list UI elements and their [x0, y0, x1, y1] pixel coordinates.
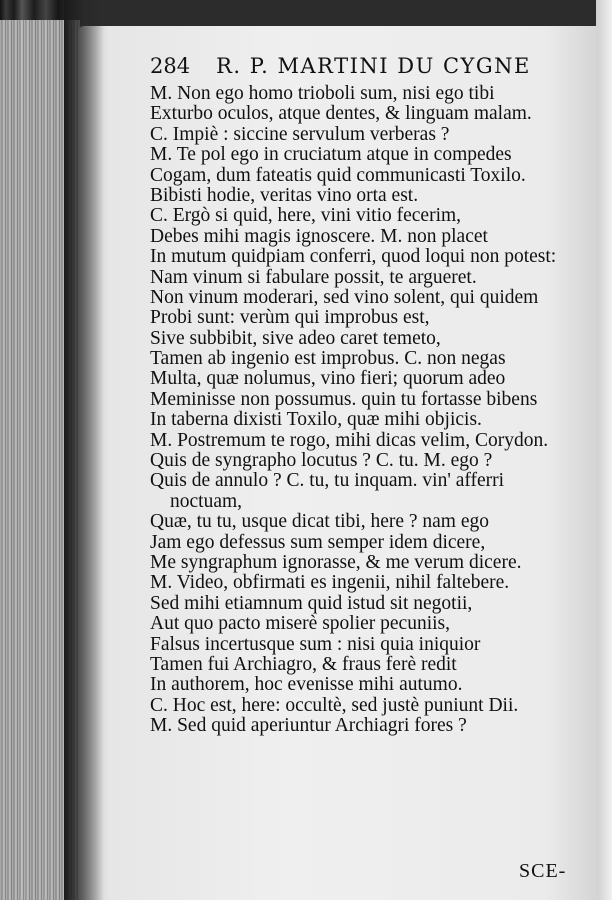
text-line: C. Ergò si quid, here, vini vitio fecerim, [150, 205, 462, 227]
text-line: Sive subbibit, sive adeo caret temeto, [150, 327, 441, 349]
text-line: noctuam, [170, 490, 243, 512]
text-line: Tamen fui Archiagro, & fraus ferè redit [150, 653, 457, 675]
text-line: Cogam, dum fateatis quid communicasti Toxilo. [150, 164, 526, 186]
text-line: In mutum quidpiam conferri, quod loqui non potest: [150, 246, 557, 268]
text-line: C. Impiè : siccine servulum verberas ? [150, 123, 450, 145]
page-number: 284 [150, 54, 191, 78]
spine-shadow [64, 0, 104, 900]
text-line: Multa, quæ nolumus, vino fieri; quorum adeo [150, 368, 506, 390]
running-head: R. P. MARTINI DU CYGNE [216, 54, 531, 78]
text-line: M. Sed quid aperiuntur Archiagri fores ? [150, 715, 467, 737]
right-page-strip [596, 0, 612, 900]
text-line: Jam ego defessus sum semper idem dicere, [150, 531, 486, 553]
text-line: Exturbo oculos, atque dentes, & linguam malam. [150, 103, 532, 125]
text-line: Quæ, tu tu, usque dicat tibi, here ? nam ego [150, 511, 490, 533]
text-line: Quis de syngrapho locutus ? C. tu. M. ego ? [150, 450, 493, 472]
text-line: Quis de annulo ? C. tu, tu inquam. vin' afferri [150, 470, 505, 492]
page-header [150, 54, 580, 84]
text-line: In authorem, hoc evenisse mihi autumo. [150, 674, 463, 696]
text-line: Falsus incertusque sum : nisi quia iniquior [150, 633, 481, 655]
text-line: Non vinum moderari, sed vino solent, qui quidem [150, 286, 539, 308]
text-line: Sed mihi etiamnum quid istud sit negotii, [150, 592, 473, 614]
text-line: M. Te pol ego in cruciatum atque in compedes [150, 144, 512, 166]
text-line: Nam vinum si fabulare possit, te argueret. [150, 266, 477, 288]
text-line: M. Video, obfirmati es ingenii, nihil faltebere. [150, 572, 510, 594]
text-line: M. Non ego homo trioboli sum, nisi ego tibi [150, 83, 495, 104]
text-line: C. Hoc est, here: occultè, sed justè puniunt Dii. [150, 694, 519, 716]
text-line: Bibisti hodie, veritas vino orta est. [150, 184, 419, 206]
text-line: Debes mihi magis ignoscere. M. non placet [150, 225, 488, 247]
text-block [150, 84, 590, 737]
text-line: Tamen ab ingenio est improbus. C. non negas [150, 348, 506, 370]
catchword: SCE- [519, 860, 567, 882]
text-line: In taberna dixisti Toxilo, quæ mihi objicis. [150, 409, 482, 431]
text-line: M. Postremum te rogo, mihi dicas velim, Corydon. [150, 429, 549, 451]
text-line: Me syngraphum ignorasse, & me verum dicere. [150, 551, 522, 573]
text-line: Aut quo pacto miserè spolier pecuniis, [150, 613, 451, 635]
text-line: Probi sunt: verùm qui improbus est, [150, 307, 430, 329]
text-line: Meminisse non possumus. quin tu fortasse bibens [150, 388, 538, 410]
